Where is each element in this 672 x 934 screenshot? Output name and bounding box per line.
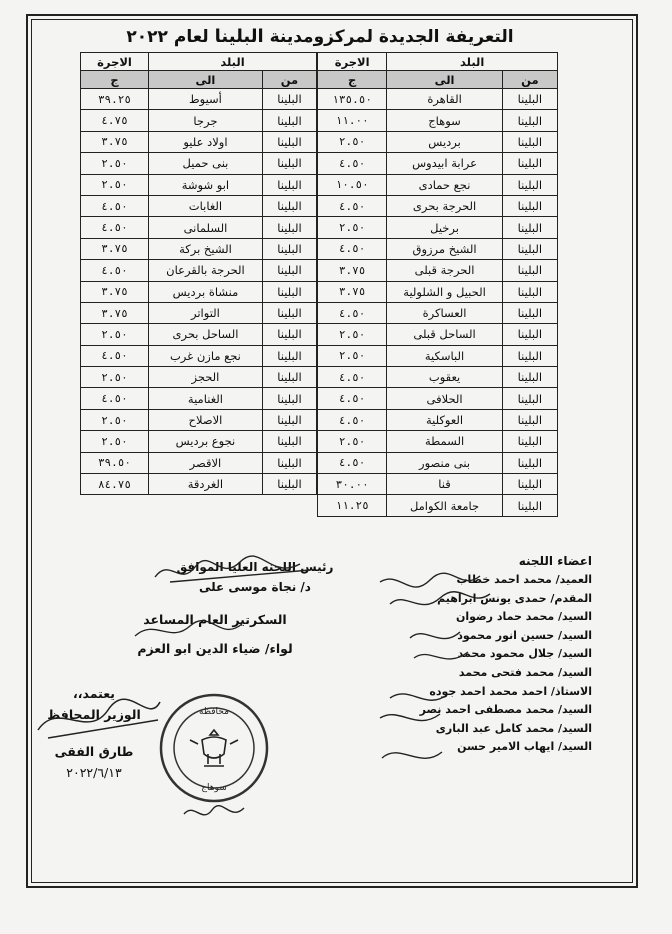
from-cell: البلينا xyxy=(262,217,316,238)
committee-member: السيد/ حسين انور محمود xyxy=(457,628,592,642)
header-country: البلد xyxy=(387,53,558,71)
fare-cell: ١٣٥.٥٠ xyxy=(318,89,387,110)
from-cell: البلينا xyxy=(262,174,316,195)
header-from: من xyxy=(502,71,557,89)
fare-cell: ٤.٥٠ xyxy=(81,195,149,216)
committee-block xyxy=(352,554,592,757)
chair-title: رئيس اللجنه العليا الموافق xyxy=(176,560,334,574)
to-cell: الحرجة بحرى xyxy=(387,195,502,216)
committee-member: العميد/ محمد احمد خطاب xyxy=(456,573,592,586)
secretary-name: لواء/ ضياء الدين ابو العزم xyxy=(137,641,293,656)
to-cell: العساكرة xyxy=(387,302,502,323)
seal-bottom-text: سوهاج xyxy=(201,783,227,793)
table-row xyxy=(81,217,317,238)
from-cell: البلينا xyxy=(502,217,557,238)
document-title xyxy=(80,26,560,47)
to-cell: منشاة برديس xyxy=(149,281,263,302)
table-row xyxy=(318,302,558,323)
to-cell: الباسكية xyxy=(387,345,502,366)
from-cell: البلينا xyxy=(262,324,316,345)
committee-member: المقدم/ حمدى يونس ابراهيم xyxy=(437,591,592,605)
to-cell: الشيخ بركة xyxy=(149,238,263,259)
from-cell: البلينا xyxy=(502,174,557,195)
to-cell: جرجا xyxy=(149,110,263,131)
chair-block xyxy=(170,560,340,594)
fare-cell: ٢.٥٠ xyxy=(318,217,387,238)
title-prefix: التعريفة الجديدة لمركزومدينة xyxy=(269,27,514,47)
to-cell: السلمانى xyxy=(149,217,263,238)
from-cell: البلينا xyxy=(262,388,316,409)
fare-cell: ٣.٧٥ xyxy=(81,238,149,259)
fare-cell: ٣٠.٠٠ xyxy=(318,474,387,495)
table-row xyxy=(318,217,558,238)
from-cell: البلينا xyxy=(502,260,557,281)
fare-cell: ٣.٧٥ xyxy=(318,260,387,281)
table-row xyxy=(318,495,558,516)
committee-members xyxy=(352,571,592,757)
to-cell: الغنامية xyxy=(149,388,263,409)
governor-date: ٢٠٢٢/٦/١٣ xyxy=(66,765,122,780)
table-row xyxy=(81,195,317,216)
fare-cell: ١٠.٥٠ xyxy=(318,174,387,195)
to-cell: جامعة الكوامل xyxy=(387,495,502,516)
secretary-title: السكرتير العام المساعد xyxy=(143,612,287,627)
table-row xyxy=(318,431,558,452)
table-row xyxy=(318,474,558,495)
table-row xyxy=(318,345,558,366)
fare-cell: ٣.٧٥ xyxy=(318,281,387,302)
table-row xyxy=(318,195,558,216)
fare-cell: ٤.٥٠ xyxy=(318,153,387,174)
governor-approved: يعتمد،، xyxy=(73,686,115,701)
to-cell: أسيوط xyxy=(149,89,263,110)
to-cell: الغابات xyxy=(149,195,263,216)
to-cell: بنى منصور xyxy=(387,452,502,473)
header-fare: الاجرة xyxy=(81,53,149,71)
committee-member: السيد/ جلال محمود محمد xyxy=(457,647,592,661)
to-cell: الشيخ مرزوق xyxy=(387,238,502,259)
from-cell: البلينا xyxy=(262,367,316,388)
table-row xyxy=(81,302,317,323)
to-cell: الاصلاح xyxy=(149,409,263,430)
governor-name: طارق الفقى xyxy=(54,744,134,759)
table-row xyxy=(318,153,558,174)
from-cell: البلينا xyxy=(262,474,316,495)
fare-cell: ٢.٥٠ xyxy=(81,409,149,430)
table-row xyxy=(318,324,558,345)
governor-title: الوزير المحافظ xyxy=(47,707,141,722)
header-from: من xyxy=(262,71,316,89)
fare-cell: ٣.٧٥ xyxy=(81,281,149,302)
header-country: البلد xyxy=(149,53,317,71)
title-city: البلينا xyxy=(214,26,264,47)
to-cell: الاقصر xyxy=(149,452,263,473)
to-cell: الحبيل و الشلولية xyxy=(387,281,502,302)
fare-cell: ٢.٥٠ xyxy=(318,324,387,345)
fare-cell: ٣.٧٥ xyxy=(81,131,149,152)
tariff-table-left xyxy=(80,52,317,495)
committee-heading: اعضاء اللجنه xyxy=(518,554,592,568)
from-cell: البلينا xyxy=(262,452,316,473)
seal-top-text: محافظة xyxy=(199,707,229,717)
to-cell: التواتر xyxy=(149,302,263,323)
left-table-body xyxy=(81,89,317,495)
from-cell: البلينا xyxy=(502,431,557,452)
table-row xyxy=(81,324,317,345)
fare-cell: ٨٤.٧٥ xyxy=(81,474,149,495)
fare-cell: ٤.٥٠ xyxy=(318,452,387,473)
from-cell: البلينا xyxy=(262,302,316,323)
table-row xyxy=(81,431,317,452)
secretary-block xyxy=(120,612,310,656)
table-row xyxy=(318,110,558,131)
fare-cell: ٢.٥٠ xyxy=(318,345,387,366)
from-cell: البلينا xyxy=(502,131,557,152)
to-cell: قنا xyxy=(387,474,502,495)
to-cell: الحرجة قبلى xyxy=(387,260,502,281)
table-row xyxy=(81,474,317,495)
to-cell: سوهاج xyxy=(387,110,502,131)
header-fare: الاجرة xyxy=(318,53,387,71)
chair-name: د/ نجاة موسى على xyxy=(199,580,311,594)
from-cell: البلينا xyxy=(262,281,316,302)
from-cell: البلينا xyxy=(502,345,557,366)
table-row xyxy=(81,260,317,281)
from-cell: البلينا xyxy=(502,324,557,345)
table-row xyxy=(81,388,317,409)
table-row xyxy=(318,388,558,409)
table-row xyxy=(81,345,317,366)
table-row xyxy=(318,131,558,152)
from-cell: البلينا xyxy=(502,195,557,216)
fare-cell: ٤.٥٠ xyxy=(318,238,387,259)
table-row xyxy=(318,409,558,430)
table-row xyxy=(81,174,317,195)
table-row xyxy=(318,281,558,302)
table-row xyxy=(318,260,558,281)
fare-cell: ٤.٥٠ xyxy=(81,345,149,366)
fare-cell: ٤.٥٠ xyxy=(81,217,149,238)
fare-cell: ٤.٥٠ xyxy=(318,409,387,430)
from-cell: البلينا xyxy=(502,153,557,174)
from-cell: البلينا xyxy=(502,452,557,473)
title-suffix: لعام ٢٠٢٢ xyxy=(126,27,209,47)
table-row xyxy=(81,409,317,430)
table-row xyxy=(81,238,317,259)
to-cell: عرابة ابيدوس xyxy=(387,153,502,174)
table-row xyxy=(81,452,317,473)
from-cell: البلينا xyxy=(502,89,557,110)
table-row xyxy=(318,89,558,110)
fare-cell: ٣٩.٢٥ xyxy=(81,89,149,110)
committee-member: السيد/ ايهاب الامير حسن xyxy=(457,740,592,754)
table-row xyxy=(81,131,317,152)
fare-cell: ١١.٠٠ xyxy=(318,110,387,131)
from-cell: البلينا xyxy=(262,195,316,216)
fare-cell: ٤.٧٥ xyxy=(81,110,149,131)
header-currency: ج xyxy=(318,71,387,89)
from-cell: البلينا xyxy=(262,110,316,131)
fare-cell: ٤.٥٠ xyxy=(318,195,387,216)
fare-cell: ٤.٥٠ xyxy=(81,260,149,281)
table-row xyxy=(81,89,317,110)
to-cell: الساحل بحرى xyxy=(149,324,263,345)
table-row xyxy=(81,367,317,388)
fare-cell: ٢.٥٠ xyxy=(81,324,149,345)
to-cell: نجع حمادى xyxy=(387,174,502,195)
fare-cell: ١١.٢٥ xyxy=(318,495,387,516)
fare-cell: ٤.٥٠ xyxy=(318,302,387,323)
to-cell: برخيل xyxy=(387,217,502,238)
table-row xyxy=(318,174,558,195)
from-cell: البلينا xyxy=(262,409,316,430)
table-row xyxy=(81,281,317,302)
from-cell: البلينا xyxy=(262,431,316,452)
from-cell: البلينا xyxy=(502,474,557,495)
to-cell: نجع مازن غرب xyxy=(149,345,263,366)
table-row xyxy=(81,110,317,131)
from-cell: البلينا xyxy=(502,302,557,323)
fare-cell: ٣.٧٥ xyxy=(81,302,149,323)
to-cell: نجوع برديس xyxy=(149,431,263,452)
from-cell: البلينا xyxy=(262,260,316,281)
to-cell: الحجز xyxy=(149,367,263,388)
to-cell: العوكلية xyxy=(387,409,502,430)
fare-cell: ٢.٥٠ xyxy=(81,367,149,388)
table-row xyxy=(318,367,558,388)
header-currency: ج xyxy=(81,71,149,89)
fare-cell: ٢.٥٠ xyxy=(81,431,149,452)
to-cell: بنى حميل xyxy=(149,153,263,174)
from-cell: البلينا xyxy=(262,131,316,152)
to-cell: السمطة xyxy=(387,431,502,452)
from-cell: البلينا xyxy=(502,367,557,388)
to-cell: يعقوب xyxy=(387,367,502,388)
tariff-table-right xyxy=(317,52,558,517)
from-cell: البلينا xyxy=(262,153,316,174)
fare-cell: ٢.٥٠ xyxy=(81,174,149,195)
header-to: الى xyxy=(387,71,502,89)
committee-member: السيد/ محمد مصطفى احمد نصر xyxy=(419,703,592,717)
table-row xyxy=(81,153,317,174)
to-cell: الحلافى xyxy=(387,388,502,409)
committee-member: السيد/ محمد حماد رضوان xyxy=(455,610,592,624)
to-cell: اولاد عليو xyxy=(149,131,263,152)
fare-cell: ٤.٥٠ xyxy=(81,388,149,409)
to-cell: القاهرة xyxy=(387,89,502,110)
eagle-emblem-icon xyxy=(190,730,238,766)
fare-cell: ٢.٥٠ xyxy=(318,131,387,152)
from-cell: البلينا xyxy=(502,409,557,430)
table-row xyxy=(318,452,558,473)
to-cell: ابو شوشة xyxy=(149,174,263,195)
to-cell: برديس xyxy=(387,131,502,152)
from-cell: البلينا xyxy=(502,281,557,302)
committee-member: السيد/ محمد فتحى محمد xyxy=(458,665,592,679)
to-cell: الساحل قبلى xyxy=(387,324,502,345)
to-cell: الحرجة بالقرعان xyxy=(149,260,263,281)
from-cell: البلينا xyxy=(502,110,557,131)
governor-block xyxy=(34,686,154,780)
table-row xyxy=(318,238,558,259)
committee-member: السيد/ محمد كامل عبد البارى xyxy=(435,721,592,735)
from-cell: البلينا xyxy=(262,238,316,259)
right-table-body xyxy=(318,89,558,517)
committee-member: الاستاذ/ احمد محمد احمد جوده xyxy=(429,684,592,698)
fare-cell: ٢.٥٠ xyxy=(318,431,387,452)
from-cell: البلينا xyxy=(262,345,316,366)
from-cell: البلينا xyxy=(502,388,557,409)
from-cell: البلينا xyxy=(502,238,557,259)
fare-cell: ٢.٥٠ xyxy=(81,153,149,174)
from-cell: البلينا xyxy=(262,89,316,110)
fare-cell: ٤.٥٠ xyxy=(318,388,387,409)
fare-cell: ٤.٥٠ xyxy=(318,367,387,388)
to-cell: الغردقة xyxy=(149,474,263,495)
fare-cell: ٣٩.٥٠ xyxy=(81,452,149,473)
from-cell: البلينا xyxy=(502,495,557,516)
official-seal xyxy=(158,692,270,804)
header-to: الى xyxy=(149,71,263,89)
